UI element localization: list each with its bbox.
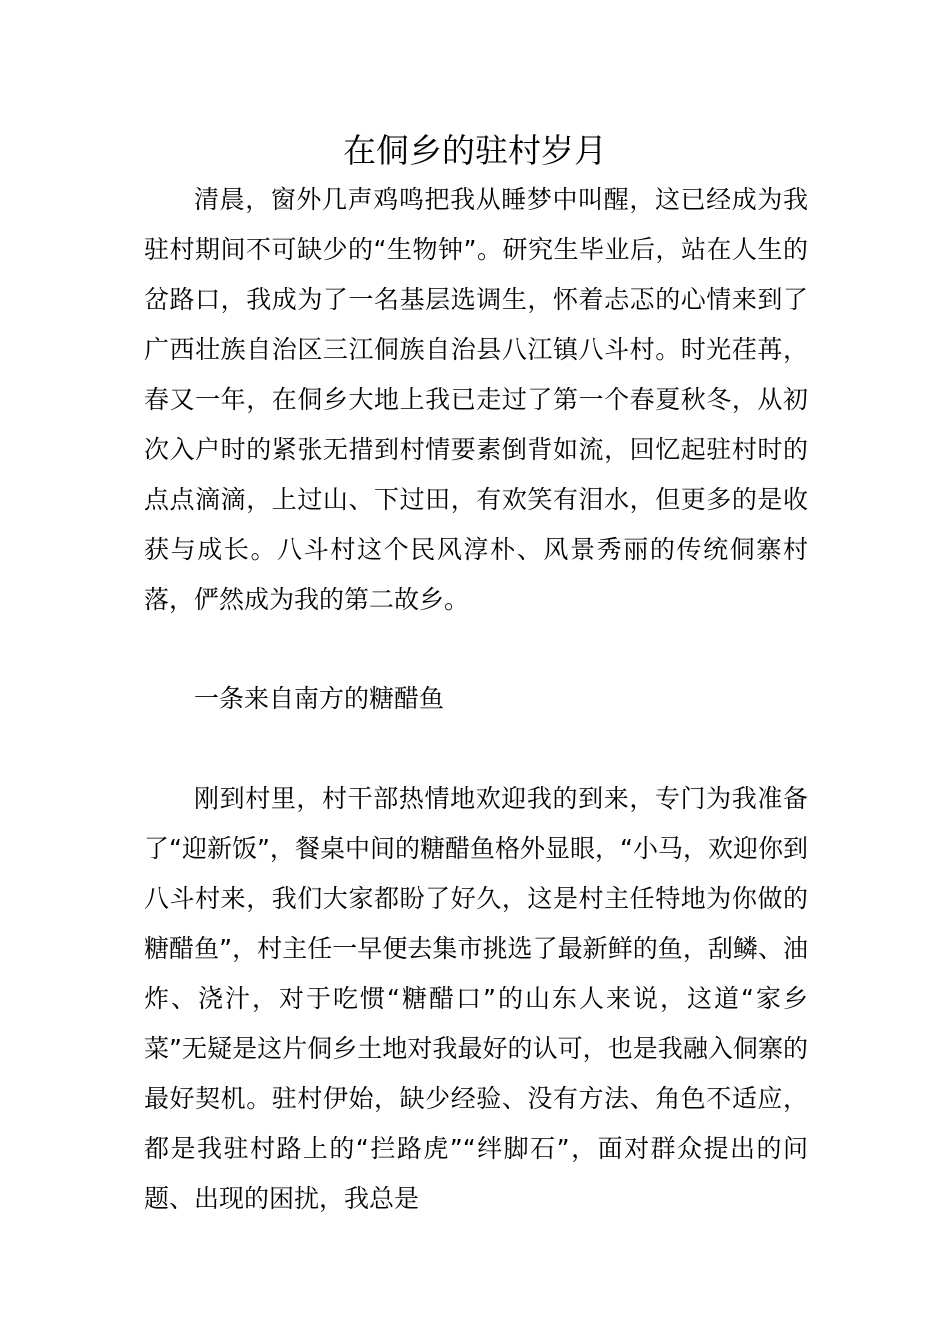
section-heading: 一条来自南方的糖醋鱼: [194, 684, 445, 713]
body-paragraph-2: 刚到村里，村干部热情地欢迎我的到来，专门为我准备了“迎新饭”，餐桌中间的糖醋鱼格外显眼，“小马，欢迎你到八斗村来，我们大家都盼了好久，这是村主任特地为你做的糖醋鱼”，村主任一早便去集市挑选了最新鲜的鱼，刮鳞、油炸、浇汁，对于吃惯“糖醋口”的山东人来说，这道“家乡菜”无疑是这片侗乡土地对我最好的认可，也是我融入侗寨的最好契机。驻村伊始，缺少经验、没有方法、角色不适应，都是我驻村路上的“拦路虎”“绊脚石”，面对群众提出的问题、出现的困扰，我总是: [144, 784, 808, 1213]
body-paragraph-1: 清晨，窗外几声鸡鸣把我从睡梦中叫醒，这已经成为我驻村期间不可缺少的“生物钟”。研究生毕业后，站在人生的岔路口，我成为了一名基层选调生，怀着忐忑的心情来到了广西壮族自治区三江侗族自治县八江镇八斗村。时光荏苒，春又一年，在侗乡大地上我已走过了第一个春夏秋冬，从初次入户时的紧张无措到村情要素倒背如流，回忆起驻村时的点点滴滴，上过山、下过田，有欢笑有泪水，但更多的是收获与成长。八斗村这个民风淳朴、风景秀丽的传统侗寨村落，俨然成为我的第二故乡。: [144, 185, 808, 614]
document-title: 在侗乡的驻村岁月: [343, 131, 607, 170]
